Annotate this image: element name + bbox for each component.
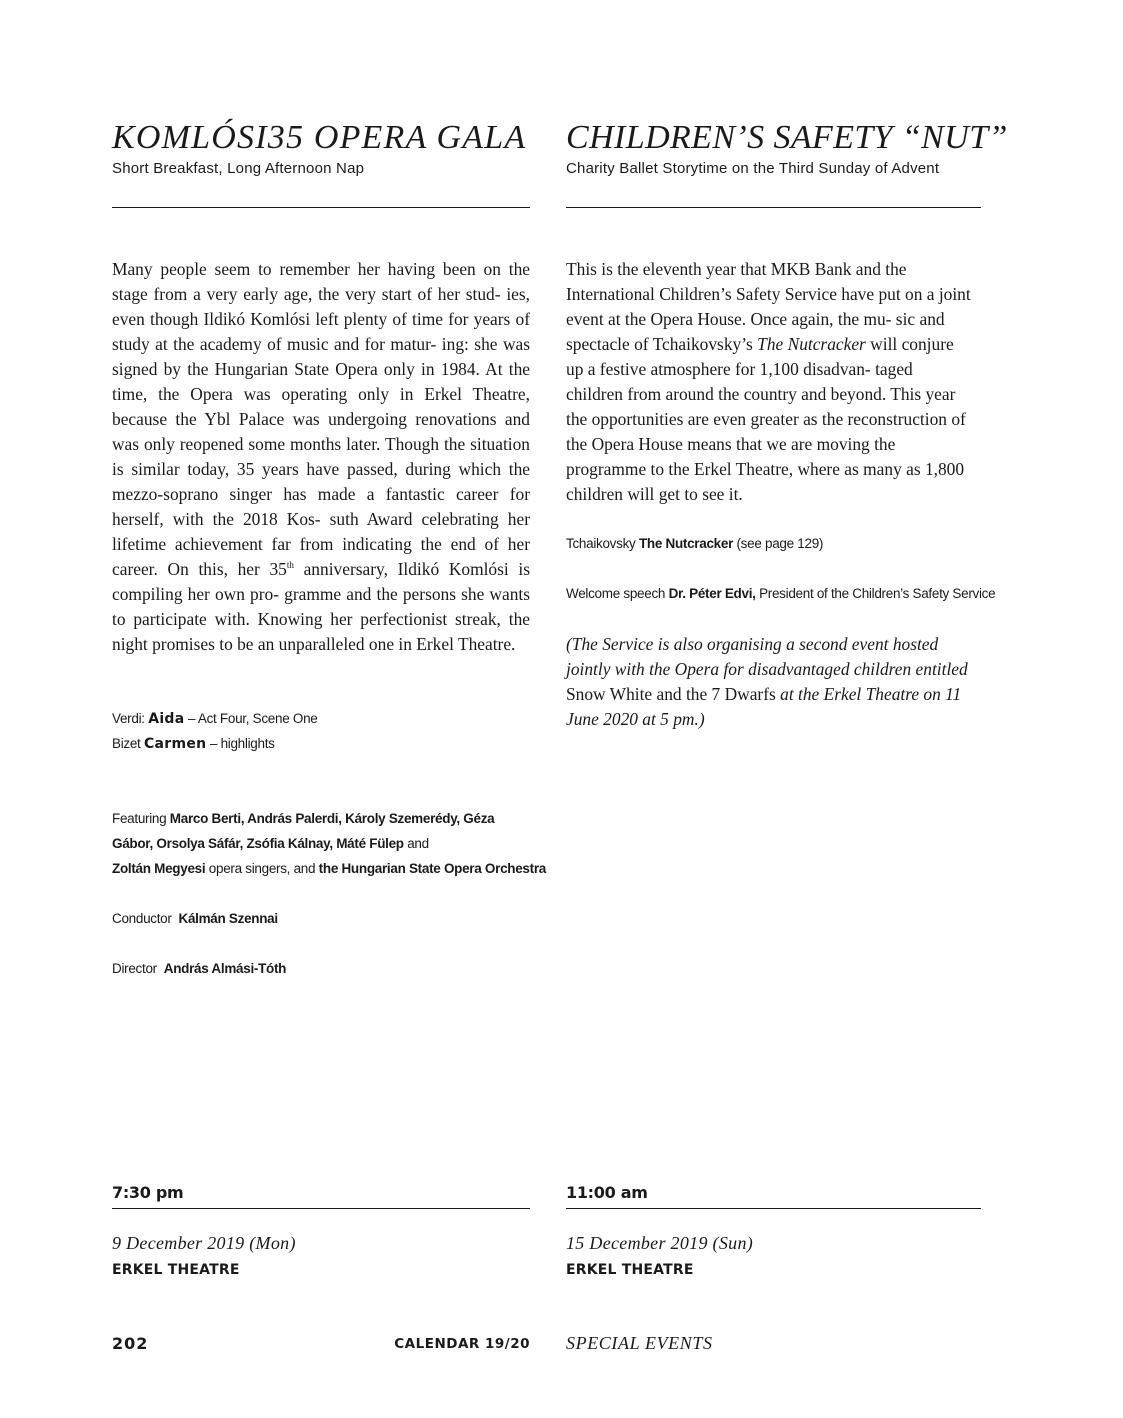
divider xyxy=(566,207,981,208)
event-title: CHILDREN’S SAFETY “NUT” xyxy=(566,119,1008,156)
orchestra-name: the Hungarian State Opera Orchestra xyxy=(318,861,546,876)
work-title: Carmen xyxy=(143,736,207,752)
divider xyxy=(112,207,530,208)
divider xyxy=(566,1208,981,1209)
composer: Verdi: xyxy=(112,711,145,726)
event-time: 11:00 am xyxy=(566,1183,648,1202)
featuring-line xyxy=(112,806,542,831)
event-time: 7:30 pm xyxy=(112,1183,184,1202)
performer-names: Marco Berti, András Palerdi, Károly Szemerédy, Géza xyxy=(169,811,495,826)
program-item xyxy=(566,531,996,556)
conjunction: and xyxy=(407,836,429,851)
note-text: at the Erkel Theatre on 11 June 2020 at 5 pm.) xyxy=(566,684,962,729)
composer: Bizet xyxy=(112,736,141,751)
event-date: 15 December 2019 (Sun) xyxy=(566,1233,754,1253)
welcome-credit xyxy=(566,581,996,606)
program-item xyxy=(112,706,542,732)
work-title: The Nutcracker xyxy=(638,536,734,551)
event-venue: ERKEL THEATRE xyxy=(112,1262,240,1278)
event-date: 9 December 2019 (Mon) xyxy=(112,1233,296,1253)
credit-name: Kálmán Szennai xyxy=(178,911,278,926)
superscript: th xyxy=(286,560,294,571)
credit-name: Dr. Péter Edvi, xyxy=(668,586,756,601)
work-detail: (see page 129) xyxy=(736,536,824,551)
featuring-line xyxy=(112,831,542,856)
performer-names: Zoltán Megyesi xyxy=(112,861,206,876)
credit-label: Welcome speech xyxy=(566,586,666,601)
section-label: SPECIAL EVENTS xyxy=(566,1333,713,1353)
event-note xyxy=(566,632,984,732)
page-number: 202 xyxy=(112,1334,149,1353)
event-description xyxy=(566,257,972,507)
featuring-label: Featuring xyxy=(112,811,167,826)
note-title: Snow White and the 7 Dwarfs xyxy=(566,684,776,704)
work-detail: – highlights xyxy=(209,736,275,751)
credit-label: Director xyxy=(112,961,157,976)
credit-detail: President of the Children’s Safety Service xyxy=(759,586,996,601)
event-description xyxy=(112,257,530,657)
event-title: KOMLÓSI35 OPERA GALA xyxy=(112,119,527,156)
credit-name: András Almási-Tóth xyxy=(163,961,287,976)
description-text: will conjure up a festive atmosphere for 1,100 disadvan- taged children from around the country and beyond. This year the opportunities are even greater as the reconstruction of the Opera House means that we are moving the programme to the Erkel Theatre, where as many as 1,800 children will get to see it. xyxy=(566,334,966,504)
note-text: (The Service is also organising a second event hosted jointly with the Opera for disadvantaged children entitled xyxy=(566,634,968,679)
event-subtitle: Charity Ballet Storytime on the Third Sunday of Advent xyxy=(566,160,940,177)
description-text: This is the eleventh year that MKB Bank and the International Children’s Safety Service have put on a joint event at the Opera House. Once again, the mu- sic and spectacle of Tchaikovsky’s xyxy=(566,259,971,354)
conductor-credit xyxy=(112,906,542,931)
work-title: Aida xyxy=(148,711,185,727)
performer-names: Gábor, Orsolya Sáfár, Zsófia Kálnay, Máté Fülep xyxy=(112,836,404,851)
credit-label: Conductor xyxy=(112,911,172,926)
work-title-italic: The Nutcracker xyxy=(757,334,866,354)
program-item xyxy=(112,731,542,757)
work-detail: – Act Four, Scene One xyxy=(187,711,318,726)
description-text: Many people seem to remember her having been on the stage from a very early age, the very start of her stud- ies, even though Ildikó Komlósi left plenty of time for years of study at the academy of music and for matur- ing: she was signed by the Hungarian State Opera only in 1984. At the time, the Opera was operating only in Erkel Theatre, because the Ybl Palace was undergoing renovations and was only reopened some months later. Though the situation is similar today, 35 years have passed, during which the mezzo-soprano singer has made a fantastic career for herself, with the 2018 Kos- suth Award celebrating her lifetime achievement far from indicating the end of her career. On this, her 35 xyxy=(112,259,530,579)
event-venue: ERKEL THEATRE xyxy=(566,1262,694,1278)
featuring-text: opera singers, and xyxy=(208,861,316,876)
description-text: anniversary, Ildikó Komlósi is compiling her own pro- gramme and the persons she wants to participate with. Knowing her perfectionist streak, the night promises to be an unparalleled one in Erkel Theatre. xyxy=(112,559,531,654)
calendar-label: CALENDAR 19/20 xyxy=(394,1336,530,1352)
featuring-line xyxy=(112,856,546,881)
divider xyxy=(112,1208,530,1209)
event-subtitle: Short Breakfast, Long Afternoon Nap xyxy=(112,160,365,177)
composer: Tchaikovsky xyxy=(566,536,636,551)
director-credit xyxy=(112,956,542,981)
